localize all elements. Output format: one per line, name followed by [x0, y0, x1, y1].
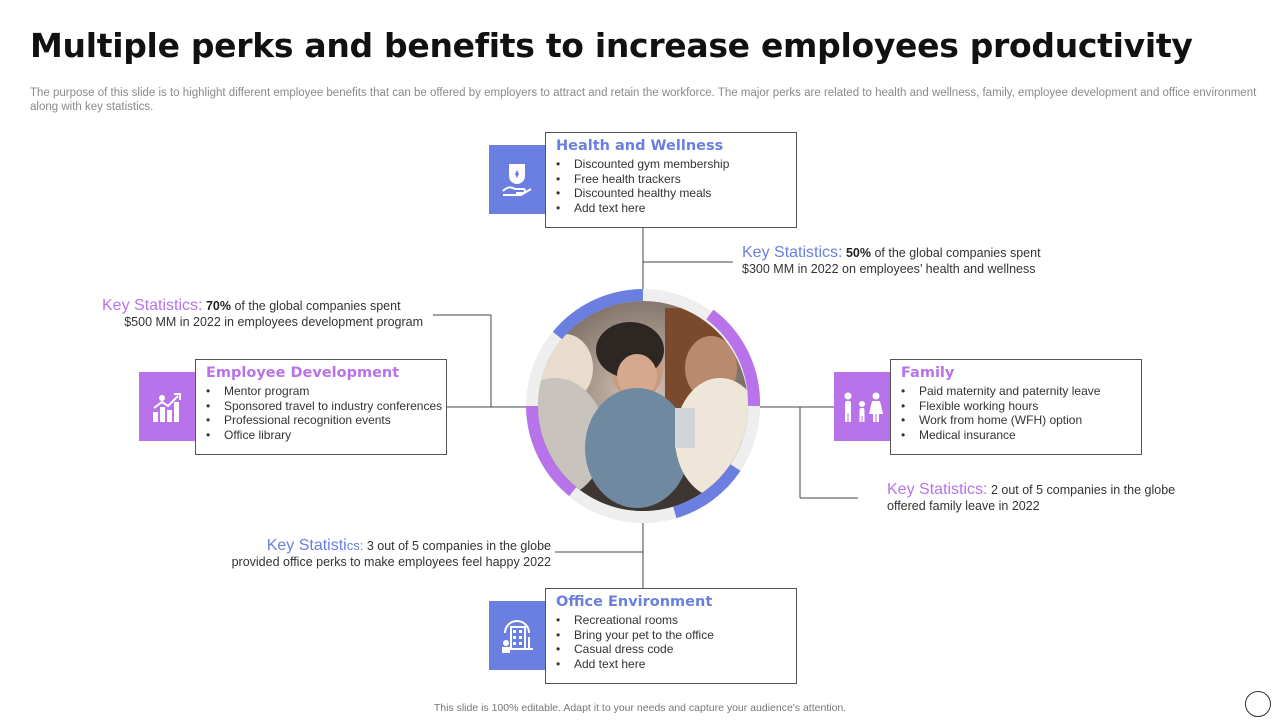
list-item: • Flexible working hours [901, 399, 1141, 414]
slide-title: Multiple perks and benefits to increase employees productivity [30, 26, 1193, 65]
stat-text: offered family leave in 2022 [887, 499, 1040, 513]
office-environment-title: Office Environment [556, 594, 713, 610]
stat-text: 3 out of 5 companies in the globe [363, 539, 551, 553]
stat-text: $500 MM in 2022 in employees development program [124, 315, 423, 329]
stat-label: Key Statistics [102, 297, 199, 314]
health-icon-tile [489, 145, 545, 214]
family-icon-tile [834, 372, 890, 441]
employee-development-box [195, 359, 447, 455]
list-item: • Professional recognition events [206, 413, 446, 428]
list-item: • Mentor program [206, 384, 446, 399]
stat-separator: : [838, 244, 843, 261]
office-environment-list [556, 613, 796, 671]
office-environment-box [545, 588, 797, 684]
office-key-statistics [200, 538, 551, 570]
stat-label: Key Statistics [742, 244, 839, 261]
employee-development-list [206, 384, 446, 442]
stat-label: Key Statisti [266, 537, 347, 554]
employee-development-title: Employee Development [206, 365, 400, 381]
list-item: • Paid maternity and paternity leave [901, 384, 1141, 399]
development-icon-tile [139, 372, 195, 441]
stat-percent: 50% [845, 246, 871, 260]
list-item: • Medical insurance [901, 428, 1141, 443]
list-item: • Sponsored travel to industry conferences [206, 399, 446, 414]
family-title: Family [901, 365, 955, 381]
stat-label-tail: cs: [346, 538, 364, 553]
corner-circle-icon [1245, 691, 1271, 717]
stat-separator: : [198, 297, 203, 314]
family-icon [840, 390, 884, 424]
development-key-statistics [102, 298, 423, 330]
office-icon-tile [489, 601, 545, 670]
list-item: • Add text here [556, 201, 796, 216]
list-item: • Add text here [556, 657, 796, 672]
stat-text: provided office perks to make employees feel happy 2022 [231, 555, 551, 569]
health-wellness-title: Health and Wellness [556, 138, 724, 154]
list-item: • Recreational rooms [556, 613, 796, 628]
list-item: • Bring your pet to the office [556, 628, 796, 643]
list-item: • Free health trackers [556, 172, 796, 187]
list-item: • Work from home (WFH) option [901, 413, 1141, 428]
growth-chart-icon [150, 390, 184, 424]
family-key-statistics [887, 482, 1175, 514]
stat-percent: 70% [205, 299, 231, 313]
health-wellness-box [545, 132, 797, 228]
stat-text: $300 MM in 2022 on employees’ health and wellness [742, 262, 1036, 276]
stat-text: of the global companies spent [231, 299, 401, 313]
list-item: • Casual dress code [556, 642, 796, 657]
ring-graphic [525, 288, 761, 524]
list-item: • Discounted gym membership [556, 157, 796, 172]
list-item: • Office library [206, 428, 446, 443]
footer-note: This slide is 100% editable. Adapt it to your needs and capture your audience's attention. [433, 702, 847, 714]
family-list [901, 384, 1141, 442]
family-box [890, 359, 1142, 455]
health-key-statistics [742, 245, 1041, 277]
slide-subtitle: The purpose of this slide is to highlight different employee benefits that can be offered by employers to attract and retain the workforce. The major perks are related to health and wellness, family, employee development and office environment along with key statistics. [30, 87, 1257, 113]
stat-label: Key Statistics [887, 481, 984, 498]
list-item: • Discounted healthy meals [556, 186, 796, 201]
stat-separator: : [983, 481, 988, 498]
office-building-icon [499, 617, 535, 655]
health-wellness-list [556, 157, 796, 215]
stat-text: 2 out of 5 companies in the globe [987, 483, 1176, 497]
stat-text: of the global companies spent [871, 246, 1041, 260]
health-insurance-hand-icon [500, 161, 534, 199]
center-graphic [525, 288, 761, 524]
